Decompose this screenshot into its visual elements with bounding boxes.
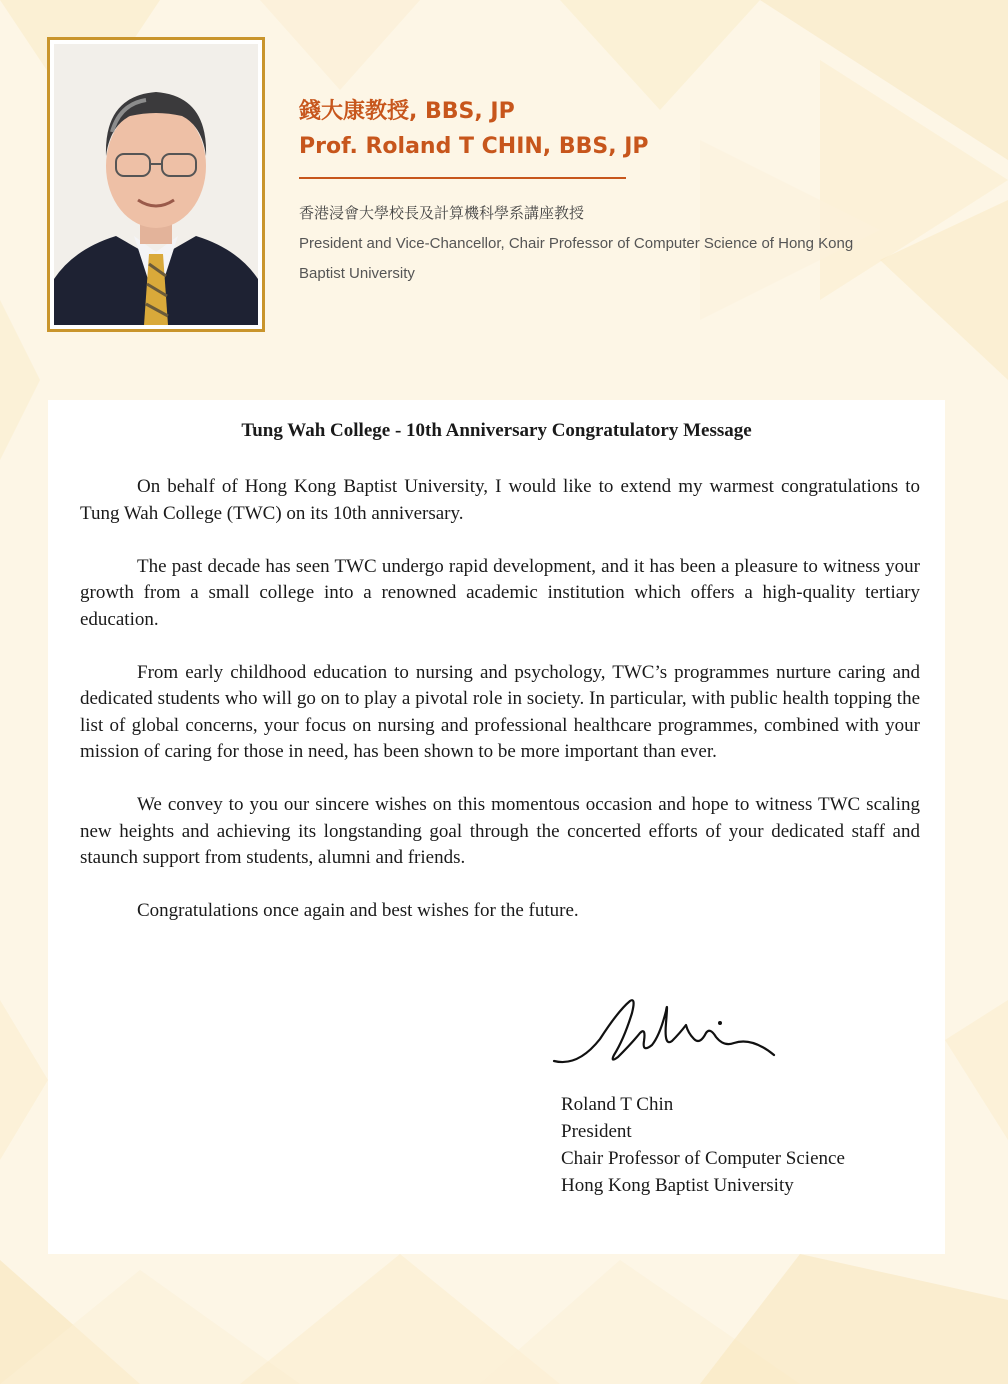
signatory-role: President: [561, 1121, 632, 1142]
header-divider: [299, 177, 626, 179]
title-english: President and Vice-Chancellor, Chair Professor of Computer Science of Hong Kong Baptist University: [299, 235, 854, 282]
letter-title: Tung Wah College - 10th Anniversary Congratulatory Message: [241, 420, 752, 441]
portrait-photo: [54, 44, 258, 325]
letter-paragraph: The past decade has seen TWC undergo rapid development, and it has been a pleasure to witness your growth from a small college into a renowned academic institution which offers a high-quality tertiary education.: [80, 555, 920, 630]
signatory-institution: Hong Kong Baptist University: [561, 1175, 794, 1196]
name-english: Prof. Roland T CHIN, BBS, JP: [299, 134, 649, 159]
letter-body: [80, 474, 920, 951]
signatory-name: Roland T Chin: [561, 1094, 674, 1115]
letter-paragraph: From early childhood education to nursing and psychology, TWC’s programmes nurture caring and dedicated students who will go on to play a pivotal role in society. In particular, with public health topping the list of global concerns, your focus on nursing and professional healthcare programmes, combined with your mission of caring for those in need, has been shown to be more important than ever.: [80, 661, 920, 762]
letter-paragraph: We convey to you our sincere wishes on this momentous occasion and hope to witness TWC scaling new heights and achieving its longstanding goal through the concerted efforts of your dedicated staff and staunch support from students, alumni and friends.: [80, 794, 920, 868]
portrait-frame: [47, 37, 265, 332]
signature-block: [561, 1091, 845, 1199]
handwritten-signature: [548, 993, 778, 1073]
letter-paragraph: Congratulations once again and best wishes for the future.: [137, 900, 579, 921]
name-chinese: 錢大康教授, BBS, JP: [299, 99, 515, 124]
title-chinese: 香港浸會大學校長及計算機科學系講座教授: [299, 204, 585, 222]
letter-paragraph: On behalf of Hong Kong Baptist University, I would like to extend my warmest congratulations to Tung Wah College (TWC) on its 10th anniversary.: [80, 476, 920, 524]
signatory-position: Chair Professor of Computer Science: [561, 1148, 845, 1169]
